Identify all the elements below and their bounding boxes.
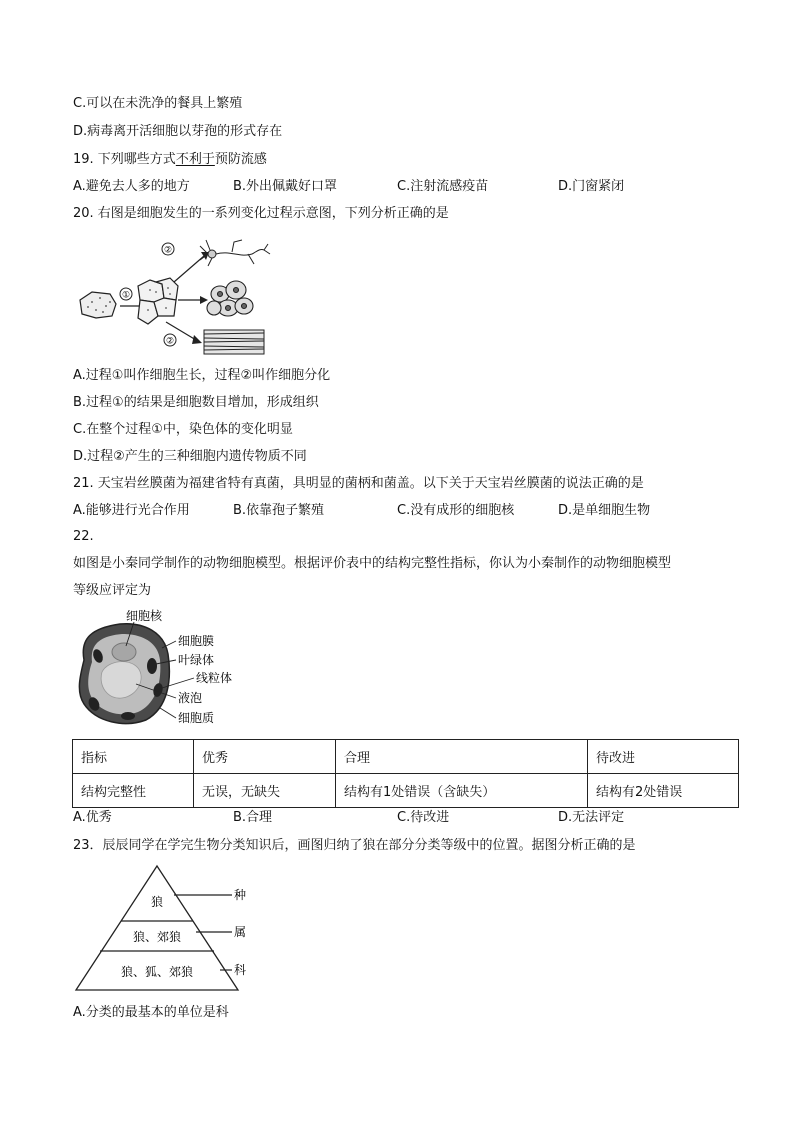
q23-option-a: A.分类的最基本的单位是科 bbox=[73, 1005, 229, 1020]
evaluation-table bbox=[72, 739, 739, 808]
rank-genus-label: 属 bbox=[234, 925, 247, 939]
table-header-row bbox=[73, 740, 739, 774]
q20-option-c: C.在整个过程①中，染色体的变化明显 bbox=[73, 422, 293, 437]
rank-family-label: 科 bbox=[234, 963, 247, 977]
q20-option-a: A.过程①叫作细胞生长，过程②叫作细胞分化 bbox=[73, 368, 331, 383]
label-process-1: ① bbox=[121, 290, 131, 301]
table-cell: 无误，无缺失 bbox=[194, 774, 336, 808]
q19-stem-underlined: 不利于 bbox=[175, 152, 215, 167]
cell-development-figure bbox=[70, 232, 280, 362]
label-chloroplast: 叶绿体 bbox=[178, 653, 215, 667]
q21-option-c: C.没有成形的细胞核 bbox=[397, 503, 515, 518]
label-process-2b: ② bbox=[165, 336, 175, 347]
q22-option-c: C.待改进 bbox=[397, 810, 450, 825]
rank-species-label: 种 bbox=[234, 888, 247, 902]
pyramid-species-content: 狼 bbox=[150, 895, 164, 909]
q18-option-d: D.病毒离开活细胞以芽孢的形式存在 bbox=[73, 124, 283, 139]
q20-option-d: D.过程②产生的三种细胞内遗传物质不同 bbox=[73, 449, 307, 464]
table-cell: 结构有2处错误 bbox=[588, 774, 739, 808]
label-mitochondria: 线粒体 bbox=[196, 671, 233, 685]
q19-stem-prefix: 19. 下列哪些方式 bbox=[73, 152, 176, 167]
q19-stem-suffix: 预防流感 bbox=[214, 152, 267, 167]
q21-stem: 21. 天宝岩丝膜菌为福建省特有真菌，具明显的菌柄和菌盖。以下关于天宝岩丝膜菌的说法正确的是 bbox=[73, 476, 644, 491]
label-cytoplasm: 细胞质 bbox=[178, 711, 215, 725]
q19-option-d: D.门窗紧闭 bbox=[558, 179, 625, 194]
q22-option-d: D.无法评定 bbox=[558, 810, 625, 825]
animal-cell-model-figure bbox=[72, 608, 242, 733]
pyramid-genus-content: 狼、郊狼 bbox=[132, 930, 182, 944]
label-process-2a: ② bbox=[163, 245, 173, 256]
table-header-cell: 指标 bbox=[73, 740, 194, 774]
q22-option-b: B.合理 bbox=[233, 810, 273, 825]
table-cell: 结构完整性 bbox=[73, 774, 194, 808]
table-header-cell: 合理 bbox=[336, 740, 588, 774]
q21-option-d: D.是单细胞生物 bbox=[558, 503, 651, 518]
q19-stem bbox=[73, 152, 267, 168]
q19-option-a: A.避免去人多的地方 bbox=[73, 179, 190, 194]
q20-stem: 20. 右图是细胞发生的一系列变化过程示意图，下列分析正确的是 bbox=[73, 206, 449, 221]
q20-option-b: B.过程①的结果是细胞数目增加，形成组织 bbox=[73, 395, 319, 410]
q22-stem-line1: 如图是小秦同学制作的动物细胞模型。根据评价表中的结构完整性指标，你认为小秦制作的动物细胞模型 bbox=[73, 556, 672, 571]
q19-option-c: C.注射流感疫苗 bbox=[397, 179, 489, 194]
pyramid-family-content: 狼、狐、郊狼 bbox=[120, 965, 194, 979]
label-nucleus: 细胞核 bbox=[126, 609, 163, 623]
q19-option-b: B.外出佩戴好口罩 bbox=[233, 179, 338, 194]
q22-option-a: A.优秀 bbox=[73, 810, 112, 825]
q23-stem: 23．辰辰同学在学完生物分类知识后，画图归纳了狼在部分分类等级中的位置。据图分析正确的是 bbox=[73, 838, 636, 853]
label-vacuole: 液泡 bbox=[178, 691, 203, 705]
q22-stem-line2: 等级应评定为 bbox=[73, 583, 152, 598]
q18-option-c: C.可以在未洗净的餐具上繁殖 bbox=[73, 96, 243, 111]
label-cell-membrane: 细胞膜 bbox=[178, 634, 215, 648]
table-cell: 结构有1处错误（含缺失） bbox=[336, 774, 588, 808]
q22-number: 22. bbox=[73, 529, 94, 544]
table-header-cell: 待改进 bbox=[588, 740, 739, 774]
table-row bbox=[73, 774, 739, 808]
q21-option-a: A.能够进行光合作用 bbox=[73, 503, 190, 518]
q21-option-b: B.依靠孢子繁殖 bbox=[233, 503, 325, 518]
classification-pyramid-figure bbox=[70, 860, 260, 998]
table-header-cell: 优秀 bbox=[194, 740, 336, 774]
